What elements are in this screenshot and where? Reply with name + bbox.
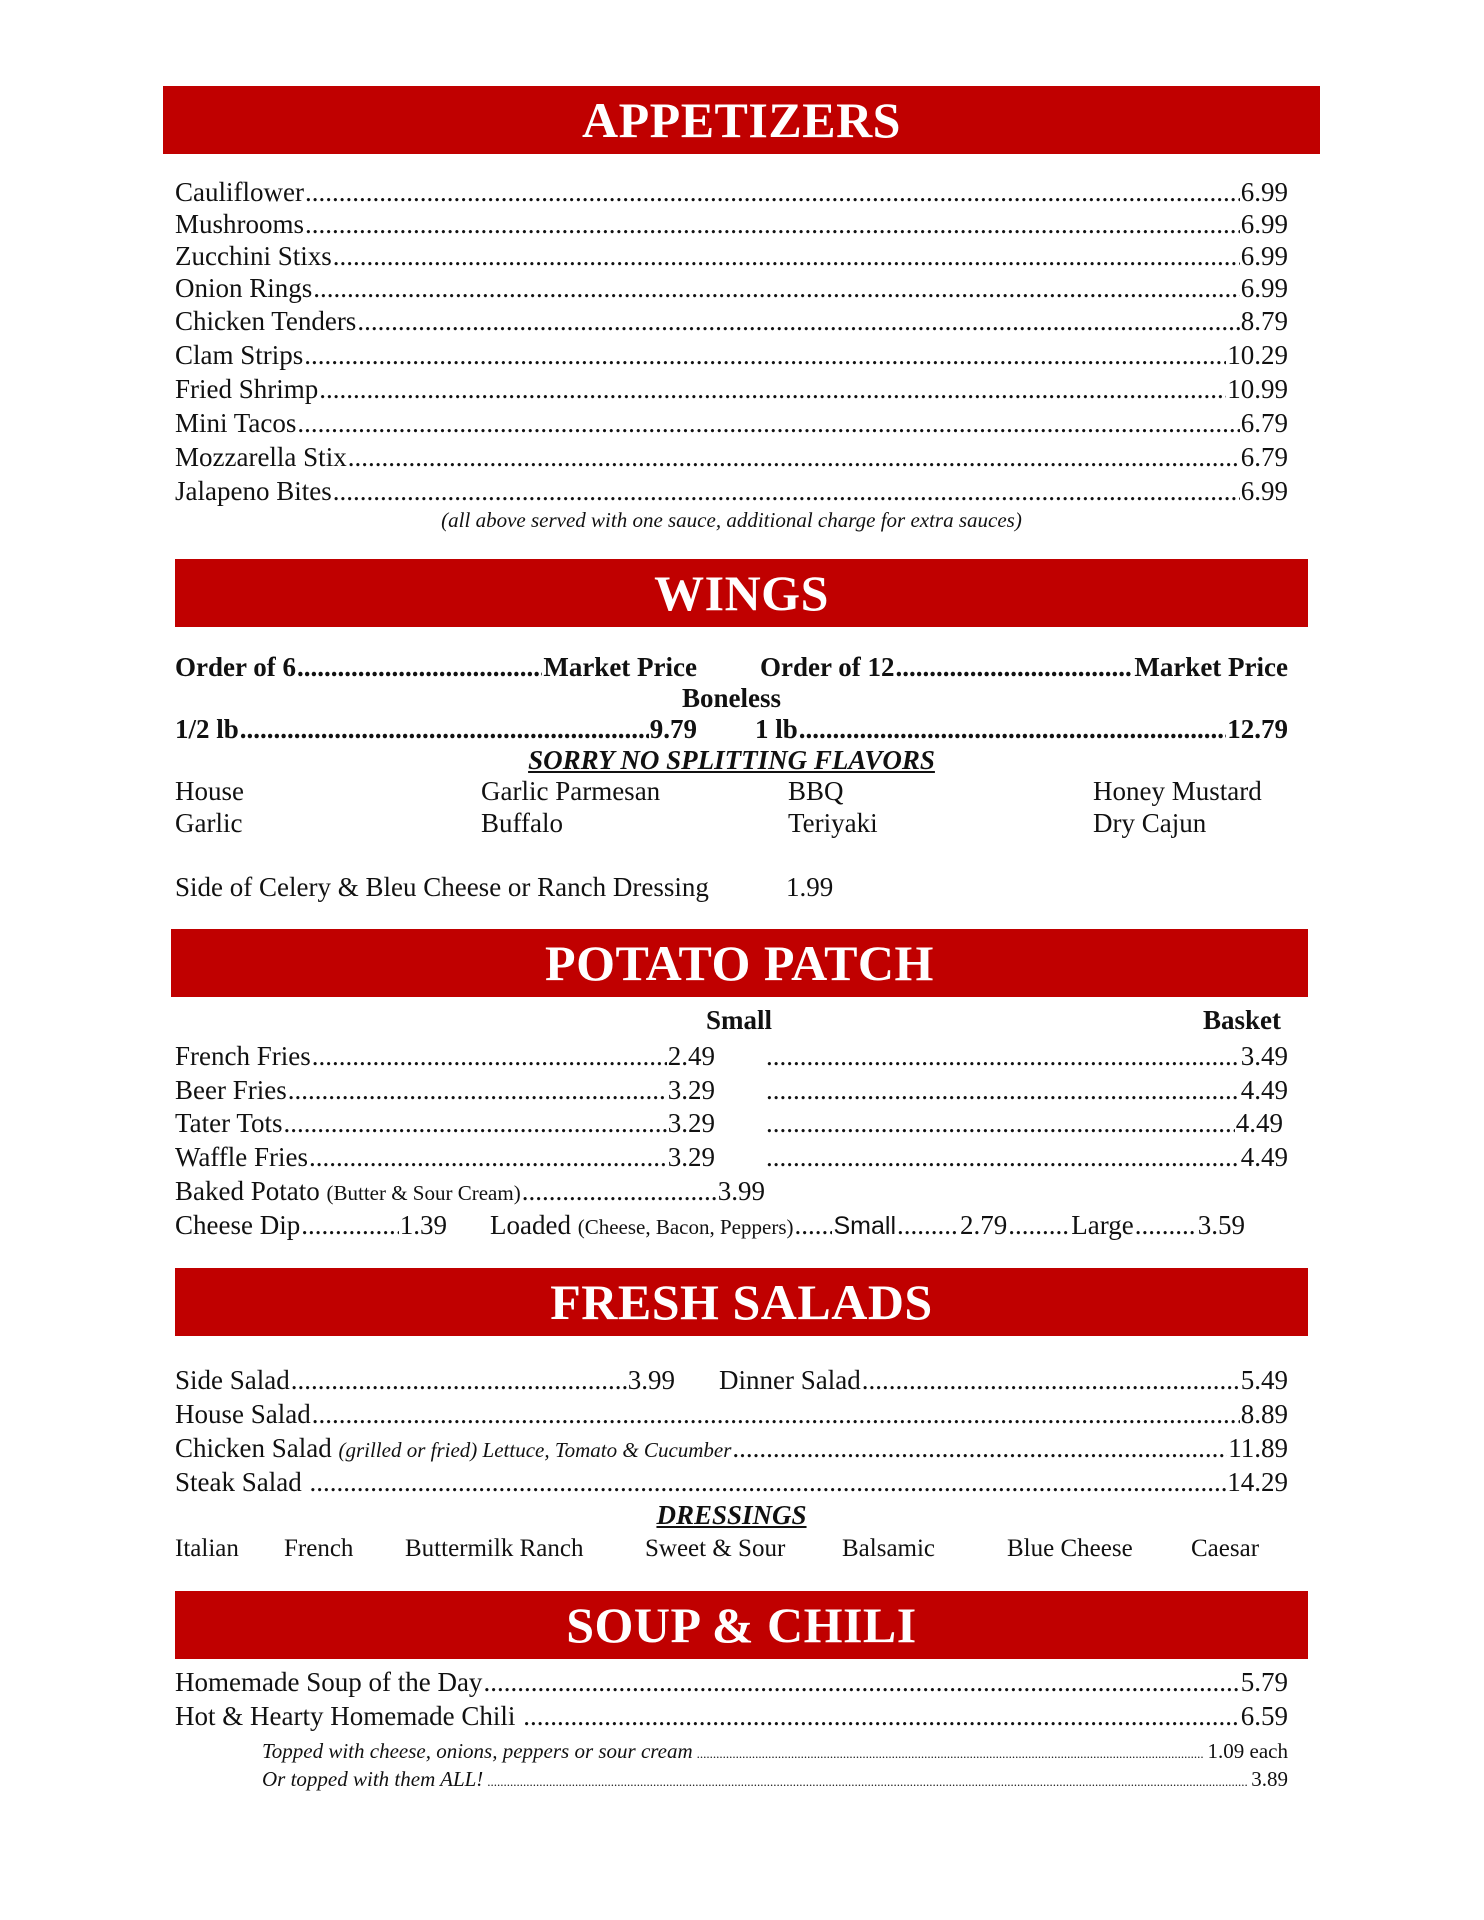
dinner-salad [719,1364,1288,1396]
small-label: Small [833,1212,896,1240]
item-name: Mushrooms [175,209,305,239]
wings-one-lb [755,713,1288,745]
potato-basket-item [765,1107,1283,1139]
item-price: 10.29 [1227,340,1288,370]
menu-item [175,441,1288,473]
dressing-item: Italian [175,1535,239,1562]
flavor-item: Dry Cajun [1093,808,1207,838]
menu-item [175,305,1288,337]
item-price: 10.99 [1227,374,1288,404]
item-price: 6.59 [1240,1701,1288,1731]
item-name: Loaded [490,1210,571,1240]
item-name: Waffle Fries [175,1142,309,1172]
house-salad [175,1398,1288,1430]
potato-banner [171,929,1308,997]
basket-price: 4.49 [1240,1142,1288,1172]
wings-order-6 [175,651,697,683]
item-detail: (grilled or fried) Lettuce, Tomato & Cucumber [338,1438,732,1462]
flavor-item: Honey Mustard [1093,776,1262,806]
item-price: 6.99 [1240,209,1288,239]
item-name: Or topped with them ALL! [262,1767,484,1791]
no-splitting-notice: SORRY NO SPLITTING FLAVORS [528,745,935,775]
appetizers-note: (all above served with one sauce, additional charge for extra sauces) [441,508,1022,532]
item-price: 1.39 [399,1210,447,1240]
item-price: 6.79 [1240,408,1288,438]
menu-item [175,339,1288,371]
loaded-dip [490,1209,1288,1243]
item-name: Onion Rings [175,273,313,303]
dressing-item: Balsamic [842,1535,936,1562]
soup-banner [175,1591,1308,1659]
salads-title: FRESH SALADS [550,1274,933,1330]
menu-item [175,373,1288,405]
chicken-salad [175,1432,1288,1466]
flavor-item: BBQ [788,776,844,806]
item-price: 5.49 [1240,1365,1288,1395]
side-salad [175,1364,675,1396]
item-name: Cheese Dip [175,1210,301,1240]
topping-item [262,1739,1288,1764]
menu-item [175,475,1288,507]
item-price: 6.99 [1240,273,1288,303]
side-celery-price: 1.99 [786,872,834,902]
item-name: French Fries [175,1041,311,1071]
side-celery-label: Side of Celery & Bleu Cheese or Ranch Dressing [175,872,709,902]
item-name: Chicken Tenders [175,306,357,336]
potato-basket-item [765,1141,1288,1173]
item-price: 12.79 [1227,714,1288,744]
large-price: 3.59 [1197,1210,1245,1240]
small-price: 2.79 [960,1210,1008,1240]
item-name: Order of 6 [175,652,296,682]
item-price: 3.99 [717,1176,765,1206]
flavor-item: House [175,776,244,806]
col-basket-heading: Basket [1203,1005,1282,1035]
dressing-item: Caesar [1191,1535,1260,1562]
item-name: Steak Salad [175,1467,302,1497]
appetizers-title: APPETIZERS [582,92,901,148]
potato-item [175,1107,715,1139]
menu-item [175,272,1288,304]
item-price: 8.89 [1240,1399,1288,1429]
dressing-item: Sweet & Sour [645,1535,786,1562]
potato-item [175,1074,715,1106]
item-name: Side Salad [175,1365,290,1395]
item-name: Dinner Salad [719,1365,861,1395]
item-name: Baked Potato [175,1176,320,1206]
large-label: Large [1071,1210,1134,1240]
item-price: 6.79 [1240,442,1288,472]
wings-half-lb [175,713,697,745]
item-name: Mini Tacos [175,408,297,438]
dressing-item: Blue Cheese [1007,1535,1133,1562]
small-price: 3.29 [667,1075,715,1105]
potato-item [175,1141,715,1173]
item-price: 8.79 [1240,306,1288,336]
salads-banner [175,1268,1308,1336]
dressing-item: Buttermilk Ranch [405,1535,584,1562]
item-price: 9.79 [649,714,697,744]
item-price: Market Price [543,652,697,682]
flavor-item: Teriyaki [788,808,878,838]
basket-price: 4.49 [1240,1075,1288,1105]
item-price: 1.09 each [1207,1739,1288,1763]
menu-item [175,208,1288,240]
item-price: 3.89 [1251,1767,1288,1791]
dressings-heading: DRESSINGS [656,1500,807,1530]
item-name: Clam Strips [175,340,304,370]
flavor-item: Garlic [175,808,243,838]
item-name: Cauliflower [175,177,304,207]
appetizers-banner [163,86,1320,154]
item-detail: (Butter & Sour Cream) [326,1181,521,1205]
small-price: 3.29 [667,1142,715,1172]
baked-potato [175,1175,765,1209]
flavor-item: Buffalo [481,808,563,838]
soup-item [175,1666,1288,1698]
all-toppings-item [262,1767,1288,1792]
item-name: Tater Tots [175,1108,283,1138]
potato-item [175,1040,715,1072]
item-name: Jalapeno Bites [175,476,332,506]
item-price: 14.29 [1227,1467,1288,1497]
item-name: 1 lb [755,714,798,744]
item-price: 11.89 [1228,1433,1288,1463]
wings-title: WINGS [654,565,829,621]
chili-item [175,1700,1288,1732]
item-name: Beer Fries [175,1075,287,1105]
wings-banner [175,559,1308,627]
item-price: 6.99 [1240,177,1288,207]
menu-item [175,240,1288,272]
small-price: 2.49 [667,1041,715,1071]
item-name: Order of 12 [760,652,895,682]
item-name: Zucchini Stixs [175,241,332,271]
boneless-heading: Boneless [681,683,781,713]
item-name: Mozzarella Stix [175,442,347,472]
item-name: Topped with cheese, onions, peppers or sour cream [262,1739,693,1763]
item-name: Homemade Soup of the Day [175,1667,483,1697]
item-name: Chicken Salad [175,1433,332,1463]
item-price: 5.79 [1240,1667,1288,1697]
menu-item [175,176,1288,208]
item-price: 6.99 [1240,241,1288,271]
item-detail: (Cheese, Bacon, Peppers) [577,1215,794,1239]
soup-title: SOUP & CHILI [566,1597,917,1653]
item-price: 6.99 [1240,476,1288,506]
item-price: Market Price [1134,652,1288,682]
basket-price: 3.49 [1240,1041,1288,1071]
item-name: House Salad [175,1399,311,1429]
dressing-item: French [284,1535,354,1562]
item-price: 3.99 [627,1365,675,1395]
col-small-heading: Small [706,1005,773,1035]
potato-title: POTATO PATCH [545,935,934,991]
flavor-item: Garlic Parmesan [481,776,661,806]
menu-item [175,407,1288,439]
basket-price: 4.49 [1235,1108,1283,1138]
item-name: Hot & Hearty Homemade Chili [175,1701,516,1731]
wings-order-12 [760,651,1288,683]
small-price: 3.29 [667,1108,715,1138]
potato-basket-item [765,1040,1288,1072]
cheese-dip [175,1209,447,1241]
steak-salad [175,1466,1288,1498]
potato-basket-item [765,1074,1288,1106]
item-name: Fried Shrimp [175,374,319,404]
item-name: 1/2 lb [175,714,239,744]
